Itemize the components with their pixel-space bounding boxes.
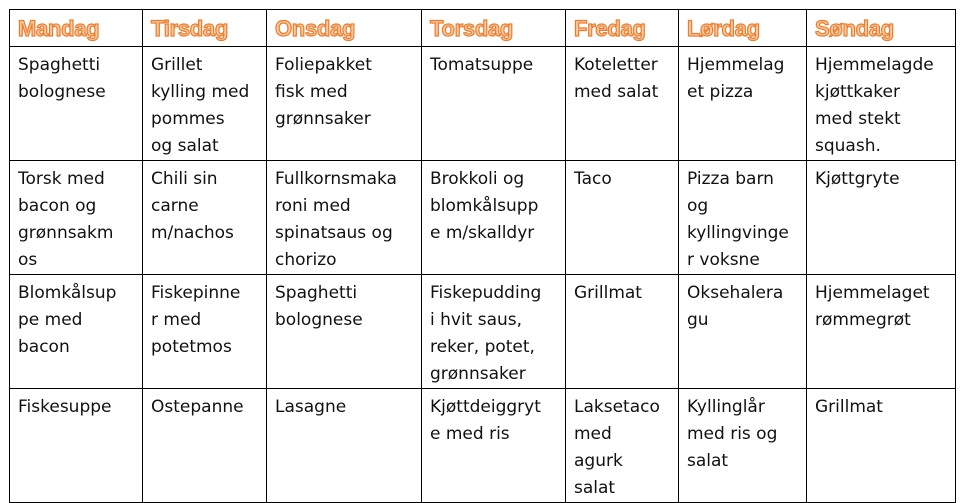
week-row-3 (10, 275, 956, 389)
meal-cell: Spaghetti bolognese (267, 275, 422, 389)
meal-cell: Torsk med bacon og grønnsakm os (10, 161, 143, 275)
meal-cell: Grillet kylling med pommes og salat (143, 47, 267, 161)
meal-cell: Fullkornsmaka roni med spinatsaus og chorizo (267, 161, 422, 275)
week-row-1 (10, 47, 956, 161)
day-header-saturday: Lørdag (679, 10, 807, 47)
meal-cell: Kjøttgryte (807, 161, 956, 275)
meal-cell: Fiskepinne r med potetmos (143, 275, 267, 389)
meal-cell: Hjemmelagde kjøttkaker med stekt squash. (807, 47, 956, 161)
day-header-wednesday: Onsdag (267, 10, 422, 47)
meal-cell: Kjøttdeiggryt e med ris (422, 389, 566, 503)
meal-cell: Laksetaco med agurk salat (566, 389, 679, 503)
header-row (10, 10, 956, 47)
meal-cell: Koteletter med salat (566, 47, 679, 161)
meal-cell: Fiskesuppe (10, 389, 143, 503)
day-header-monday: Mandag (10, 10, 143, 47)
meal-cell: Hjemmelag et pizza (679, 47, 807, 161)
meal-cell: Ostepanne (143, 389, 267, 503)
meal-cell: Chili sin carne m/nachos (143, 161, 267, 275)
meal-cell: Grillmat (807, 389, 956, 503)
meal-cell: Hjemmelaget rømmegrøt (807, 275, 956, 389)
meal-cell: Kyllinglår med ris og salat (679, 389, 807, 503)
meal-cell: Oksehalera gu (679, 275, 807, 389)
day-header-sunday: Søndag (807, 10, 956, 47)
meal-cell: Brokkoli og blomkålsupp e m/skalldyr (422, 161, 566, 275)
day-header-thursday: Torsdag (422, 10, 566, 47)
meal-cell: Lasagne (267, 389, 422, 503)
meal-cell: Taco (566, 161, 679, 275)
meal-cell: Blomkålsup pe med bacon (10, 275, 143, 389)
weekly-dinner-menu-table (9, 9, 956, 503)
day-header-friday: Fredag (566, 10, 679, 47)
meal-cell: Grillmat (566, 275, 679, 389)
meal-cell: Pizza barn og kyllingvinge r voksne (679, 161, 807, 275)
meal-cell: Tomatsuppe (422, 47, 566, 161)
meal-cell: Foliepakket fisk med grønnsaker (267, 47, 422, 161)
week-row-2 (10, 161, 956, 275)
meal-cell: Fiskepudding i hvit saus, reker, potet, grønnsaker (422, 275, 566, 389)
meal-cell: Spaghetti bolognese (10, 47, 143, 161)
week-row-4 (10, 389, 956, 503)
day-header-tuesday: Tirsdag (143, 10, 267, 47)
